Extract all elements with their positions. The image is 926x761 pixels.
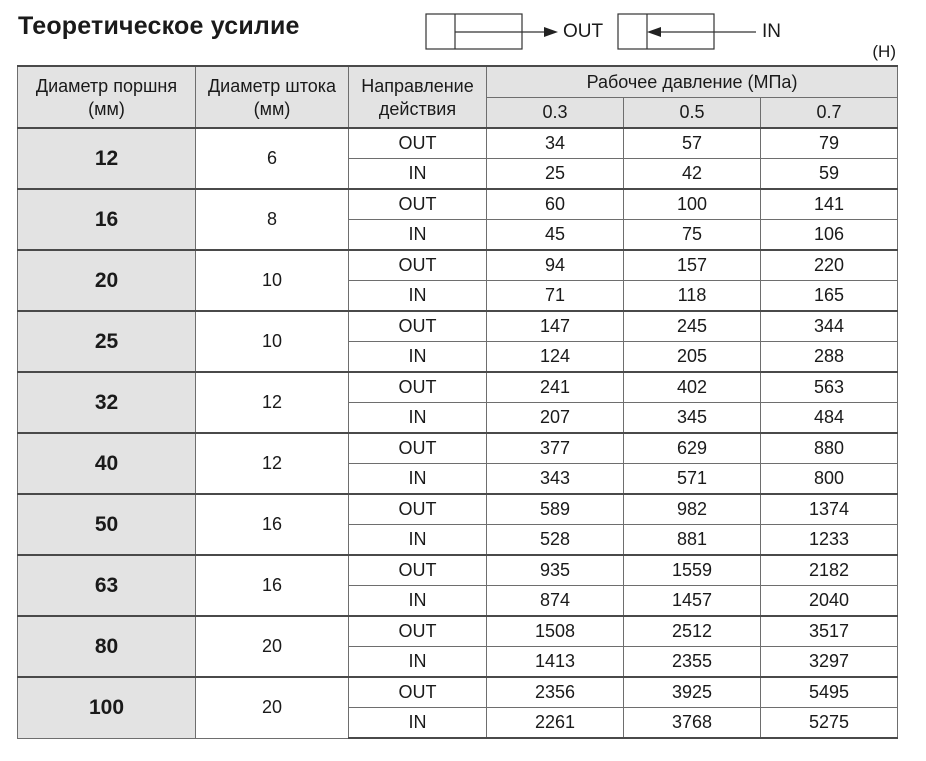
force-out-cell: 147	[487, 311, 624, 342]
bore-cell: 80	[18, 616, 196, 677]
force-in-cell: 1233	[761, 525, 898, 556]
force-out-cell: 377	[487, 433, 624, 464]
force-in-cell: 881	[624, 525, 761, 556]
direction-in-cell: IN	[349, 647, 487, 678]
force-in-cell: 800	[761, 464, 898, 495]
force-out-cell: 57	[624, 128, 761, 159]
rod-cell: 16	[196, 494, 349, 555]
bore-cell: 16	[18, 189, 196, 250]
table-row	[18, 128, 898, 159]
header-operating-pressure: Рабочее давление (МПа)	[487, 66, 898, 98]
force-in-cell: 2040	[761, 586, 898, 617]
in-cylinder-icon	[618, 14, 756, 49]
header-pressure-0: 0.3	[487, 98, 624, 129]
force-out-cell: 563	[761, 372, 898, 403]
force-out-cell: 94	[487, 250, 624, 281]
direction-in-cell: IN	[349, 403, 487, 434]
force-out-cell: 1374	[761, 494, 898, 525]
direction-in-cell: IN	[349, 342, 487, 373]
direction-out-cell: OUT	[349, 433, 487, 464]
header-piston-diameter-line1: Диаметр поршня	[35, 76, 178, 96]
force-in-cell: 59	[761, 159, 898, 190]
direction-in-cell: IN	[349, 159, 487, 190]
page-title: Теоретическое усилие	[18, 12, 300, 40]
force-in-cell: 528	[487, 525, 624, 556]
bore-cell: 12	[18, 128, 196, 189]
force-in-cell: 124	[487, 342, 624, 373]
direction-in-cell: IN	[349, 586, 487, 617]
force-in-cell: 484	[761, 403, 898, 434]
force-in-cell: 205	[624, 342, 761, 373]
force-in-cell: 42	[624, 159, 761, 190]
direction-in-cell: IN	[349, 281, 487, 312]
table-row	[18, 555, 898, 586]
bore-cell: 50	[18, 494, 196, 555]
table-row	[18, 250, 898, 281]
direction-in-cell: IN	[349, 525, 487, 556]
direction-out-cell: OUT	[349, 189, 487, 220]
direction-in-cell: IN	[349, 708, 487, 739]
force-out-cell: 220	[761, 250, 898, 281]
direction-in-cell: IN	[349, 220, 487, 251]
table-row	[18, 433, 898, 464]
force-out-cell: 157	[624, 250, 761, 281]
force-out-cell: 60	[487, 189, 624, 220]
rod-cell: 12	[196, 372, 349, 433]
force-in-cell: 571	[624, 464, 761, 495]
header-rod-diameter-line1: Диаметр штока	[207, 76, 337, 96]
force-in-cell: 106	[761, 220, 898, 251]
table-row	[18, 616, 898, 647]
header-pressure-2: 0.7	[761, 98, 898, 129]
table-row	[18, 311, 898, 342]
force-out-cell: 245	[624, 311, 761, 342]
force-out-cell: 141	[761, 189, 898, 220]
header-rod-diameter	[196, 66, 349, 128]
direction-out-cell: OUT	[349, 128, 487, 159]
header-direction-line2: действия	[378, 99, 457, 119]
header-direction	[349, 66, 487, 128]
force-out-cell: 3925	[624, 677, 761, 708]
force-out-cell: 1508	[487, 616, 624, 647]
direction-in-cell: IN	[349, 464, 487, 495]
force-in-cell: 118	[624, 281, 761, 312]
direction-diagram	[0, 0, 926, 60]
force-out-cell: 100	[624, 189, 761, 220]
force-out-cell: 589	[487, 494, 624, 525]
direction-out-cell: OUT	[349, 250, 487, 281]
force-in-cell: 288	[761, 342, 898, 373]
bore-cell: 100	[18, 677, 196, 738]
out-cylinder-icon	[426, 14, 558, 49]
direction-out-cell: OUT	[349, 372, 487, 403]
table-body	[18, 128, 898, 738]
out-label: OUT	[563, 21, 604, 42]
force-in-cell: 345	[624, 403, 761, 434]
force-in-cell: 165	[761, 281, 898, 312]
force-in-cell: 343	[487, 464, 624, 495]
rod-cell: 16	[196, 555, 349, 616]
direction-out-cell: OUT	[349, 555, 487, 586]
unit-label: (Н)	[872, 42, 896, 61]
force-in-cell: 3768	[624, 708, 761, 739]
header-rod-diameter-line2: (мм)	[253, 99, 291, 119]
rod-cell: 8	[196, 189, 349, 250]
force-out-cell: 2512	[624, 616, 761, 647]
header-direction-line1: Направление	[361, 76, 474, 96]
force-out-cell: 241	[487, 372, 624, 403]
force-out-cell: 344	[761, 311, 898, 342]
force-out-cell: 5495	[761, 677, 898, 708]
force-in-cell: 45	[487, 220, 624, 251]
force-in-cell: 1457	[624, 586, 761, 617]
force-in-cell: 874	[487, 586, 624, 617]
bore-cell: 25	[18, 311, 196, 372]
force-out-cell: 629	[624, 433, 761, 464]
header-pressure-1: 0.5	[624, 98, 761, 129]
force-in-cell: 71	[487, 281, 624, 312]
force-out-cell: 3517	[761, 616, 898, 647]
bore-cell: 63	[18, 555, 196, 616]
table-row	[18, 189, 898, 220]
direction-out-cell: OUT	[349, 311, 487, 342]
bore-cell: 40	[18, 433, 196, 494]
force-out-cell: 1559	[624, 555, 761, 586]
force-out-cell: 935	[487, 555, 624, 586]
rod-cell: 20	[196, 616, 349, 677]
rod-cell: 10	[196, 250, 349, 311]
rod-cell: 12	[196, 433, 349, 494]
force-in-cell: 25	[487, 159, 624, 190]
bore-cell: 32	[18, 372, 196, 433]
theoretical-force-table	[17, 65, 898, 739]
direction-out-cell: OUT	[349, 494, 487, 525]
force-out-cell: 34	[487, 128, 624, 159]
force-in-cell: 207	[487, 403, 624, 434]
force-out-cell: 79	[761, 128, 898, 159]
direction-out-cell: OUT	[349, 677, 487, 708]
table-row	[18, 372, 898, 403]
force-in-cell: 75	[624, 220, 761, 251]
force-in-cell: 2355	[624, 647, 761, 678]
bore-cell: 20	[18, 250, 196, 311]
table-row	[18, 494, 898, 525]
force-out-cell: 2182	[761, 555, 898, 586]
header-piston-diameter-line2: (мм)	[88, 99, 125, 119]
force-out-cell: 2356	[487, 677, 624, 708]
force-in-cell: 1413	[487, 647, 624, 678]
force-out-cell: 880	[761, 433, 898, 464]
rod-cell: 20	[196, 677, 349, 738]
force-in-cell: 5275	[761, 708, 898, 739]
direction-out-cell: OUT	[349, 616, 487, 647]
rod-cell: 10	[196, 311, 349, 372]
force-out-cell: 402	[624, 372, 761, 403]
table-row	[18, 677, 898, 708]
force-in-cell: 2261	[487, 708, 624, 739]
force-in-cell: 3297	[761, 647, 898, 678]
header-piston-diameter	[18, 66, 196, 128]
in-label: IN	[762, 21, 781, 42]
rod-cell: 6	[196, 128, 349, 189]
force-out-cell: 982	[624, 494, 761, 525]
